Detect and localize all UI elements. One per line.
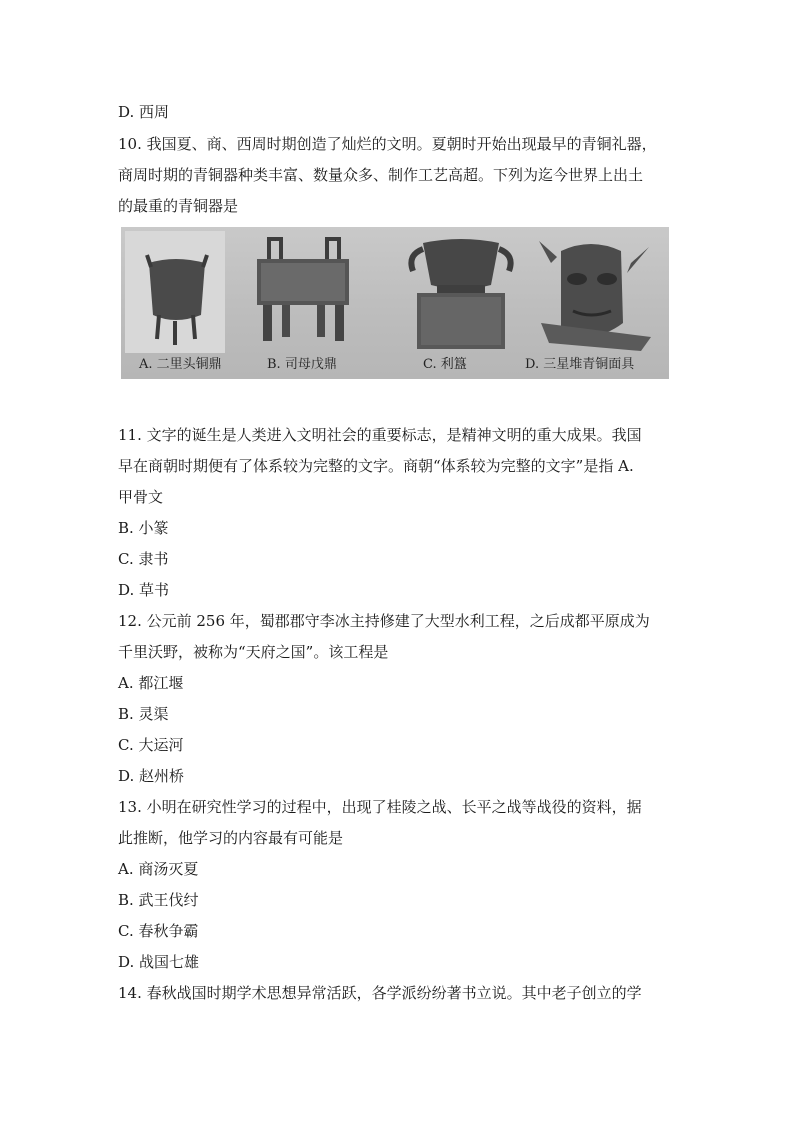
question-12-line-1: 12. 公元前 256 年，蜀郡郡守李冰主持修建了大型水利工程，之后成都平原成为 [118, 612, 650, 630]
question-10-line-1: 10. 我国夏、商、西周时期创造了灿烂的文明。夏朝时开始出现最早的青铜礼器， [118, 135, 657, 153]
question-11-line-3: 甲骨文 [118, 488, 164, 506]
question-11-line-2: 早在商朝时期便有了体系较为完整的文字。商朝“体系较为完整的文字”是指 A. [118, 457, 634, 475]
bronze-artifacts-figure [121, 227, 669, 379]
sanxingdui-bronze-mask-icon [539, 241, 651, 351]
option-b-xiaozhuan: B. 小篆 [118, 519, 169, 537]
question-12-line-2: 千里沃野，被称为“天府之国”。该工程是 [118, 643, 389, 661]
erlitou-bronze-ding-icon [125, 231, 225, 353]
option-d-xizhou: D. 西周 [118, 103, 170, 121]
option-d-zhanguo-qixiong: D. 战国七雄 [118, 953, 200, 971]
option-d-caoshu: D. 草书 [118, 581, 170, 599]
question-13-line-1: 13. 小明在研究性学习的过程中，出现了桂陵之战、长平之战等战役的资料，据 [118, 798, 642, 816]
caption-d: D. 三星堆青铜面具 [525, 357, 635, 372]
ligui-vessel-icon [411, 239, 510, 349]
option-b-lingqu: B. 灵渠 [118, 705, 169, 723]
option-c-chunqiu-zhengba: C. 春秋争霸 [118, 922, 199, 940]
question-11-line-1: 11. 文字的诞生是人类进入文明社会的重要标志，是精神文明的重大成果。我国 [118, 426, 642, 444]
question-14-line-1: 14. 春秋战国时期学术思想异常活跃，各学派纷纷著书立说。其中老子创立的学 [118, 984, 642, 1002]
option-b-wuwang-fazhou: B. 武王伐纣 [118, 891, 199, 909]
option-d-zhaozhouqiao: D. 赵州桥 [118, 767, 185, 785]
option-a-shangtang-miexia: A. 商汤灭夏 [118, 860, 199, 878]
question-13-line-2: 此推断，他学习的内容最有可能是 [118, 829, 344, 847]
option-c-lishu: C. 隶书 [118, 550, 169, 568]
question-10-line-3: 的最重的青铜器是 [118, 197, 239, 215]
caption-c: C. 利簋 [423, 357, 467, 372]
caption-b: B. 司母戊鼎 [267, 357, 337, 372]
option-c-dayunhe: C. 大运河 [118, 736, 184, 754]
option-a-dujiangyan: A. 都江堰 [118, 674, 184, 692]
caption-a: A. 二里头铜鼎 [139, 357, 222, 372]
simuwu-ding-icon [257, 239, 349, 341]
question-10-line-2: 商周时期的青铜器种类丰富、数量众多、制作工艺高超。下列为迄今世界上出土 [118, 166, 644, 184]
